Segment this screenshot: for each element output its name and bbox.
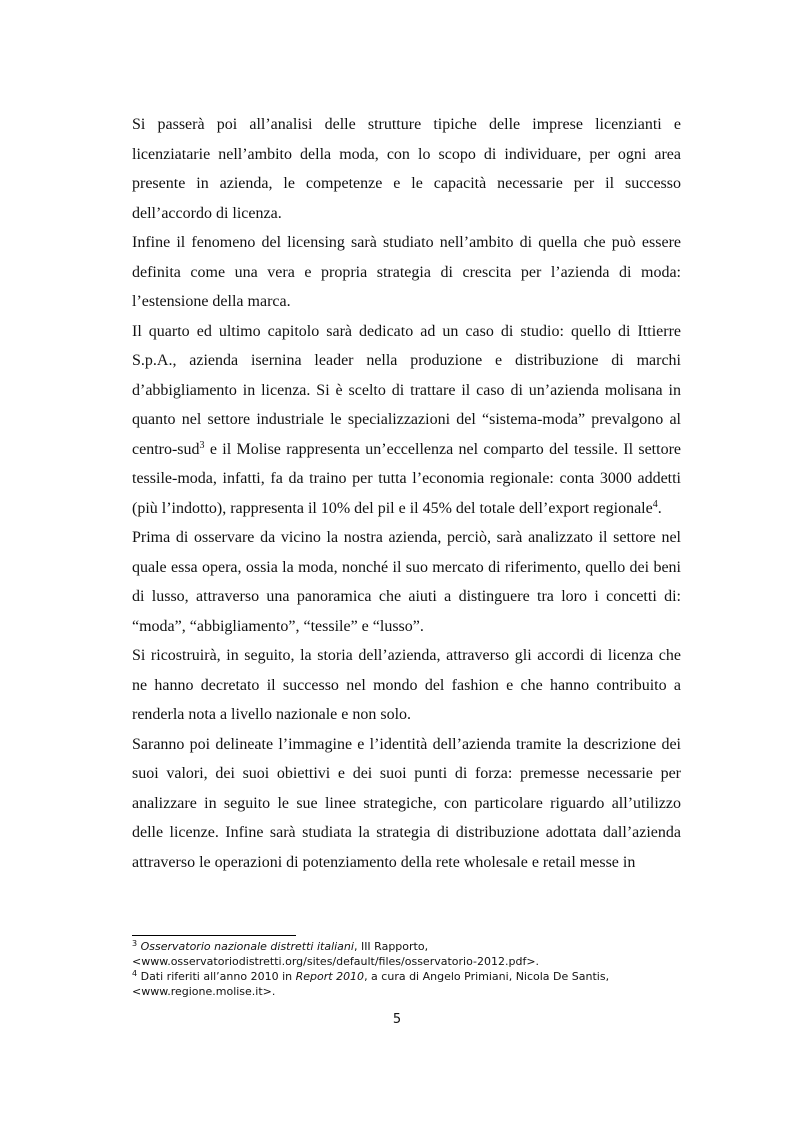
paragraph-4: Prima di osservare da vicino la nostra azienda, perciò, sarà analizzato il settore nel quale essa opera, ossia la moda, nonché il suo mercato di riferimento, quello dei beni di lusso, attraverso una panoramica che aiuti a distinguere tra loro i concetti di: “moda”, “abbigliamento”, “tessile” e “lusso”. — [132, 529, 681, 635]
paragraph-3-part-a: Il quarto ed ultimo capitolo sarà dedicato ad un caso di studio: quello di Ittierre S.p.A., azienda isernina leader nella produzione e distribuzione di marchi d’abbigliamento in licenza. Si è scelto di trattare il caso di un’azienda molisana in quanto nel settore industriale le specializzazioni del “sistema-moda” prevalgono al centro-sud — [132, 322, 681, 458]
footnote-3-url[interactable]: <www.osservatoriodistretti.org/sites/default/files/osservatorio-2012.pdf>. — [132, 955, 540, 968]
paragraph-3 — [132, 317, 681, 524]
footnote-3-text: , III Rapporto, — [353, 940, 429, 953]
paragraph-2: Infine il fenomeno del licensing sarà studiato nell’ambito di quella che può essere definita come una vera e propria strategia di crescita per l’azienda di moda: l’estensione della marca. — [132, 234, 681, 310]
footnote-4-url[interactable]: <www.regione.molise.it>. — [132, 985, 276, 998]
body-text — [132, 110, 681, 877]
footnote-ref-3[interactable]: 3 — [199, 439, 205, 451]
footnote-4-number: 4 — [132, 969, 138, 978]
footnote-3 — [132, 939, 692, 954]
footnote-4 — [132, 969, 692, 984]
paragraph-6: Saranno poi delineate l’immagine e l’identità dell’azienda tramite la descrizione dei suoi valori, dei suoi obiettivi e dei suoi punti di forza: premesse necessarie per analizzare in seguito le sue linee strategiche, con particolare riguardo all’utilizzo delle licenze. Infine sarà studiata la strategia di distribuzione adottata dall’azienda attraverso le operazioni di potenziamento della rete wholesale e retail messe in — [132, 735, 681, 871]
paragraph-3-part-c: . — [657, 499, 662, 517]
footnote-4-text-after: , a cura di Angelo Primiani, Nicola De Santis, — [364, 970, 610, 983]
footnote-ref-4[interactable]: 4 — [652, 498, 658, 510]
paragraph-1: Si passerà poi all’analisi delle strutture tipiche delle imprese licenzianti e licenziatarie nell’ambito della moda, con lo scopo di individuare, per ogni area presente in azienda, le competenze e le capacità necessarie per il successo dell’accordo di licenza. — [132, 116, 681, 222]
page-number: 5 — [392, 1012, 402, 1027]
footnote-3-title: Osservatorio nazionale distretti italiani — [140, 940, 354, 953]
paragraph-5: Si ricostruirà, in seguito, la storia dell’azienda, attraverso gli accordi di licenza che ne hanno decretato il successo nel mondo del fashion e che hanno contribuito a renderla nota a livello nazionale e non solo. — [132, 647, 681, 723]
footnote-separator — [132, 935, 296, 936]
footnote-3-number: 3 — [132, 939, 138, 948]
paragraph-3-part-b: e il Molise rappresenta un’eccellenza nel comparto del tessile. Il settore tessile-moda, infatti, fa da traino per tutta l’economia regionale: conta 3000 addetti (più l’indotto), rappresenta il 10% del pil e il 45% del totale dell’export regionale — [132, 440, 681, 517]
footnote-4-title: Report 2010 — [295, 970, 365, 983]
footnotes — [132, 939, 692, 999]
footnote-4-text-before: Dati riferiti all’anno 2010 in — [140, 970, 296, 983]
